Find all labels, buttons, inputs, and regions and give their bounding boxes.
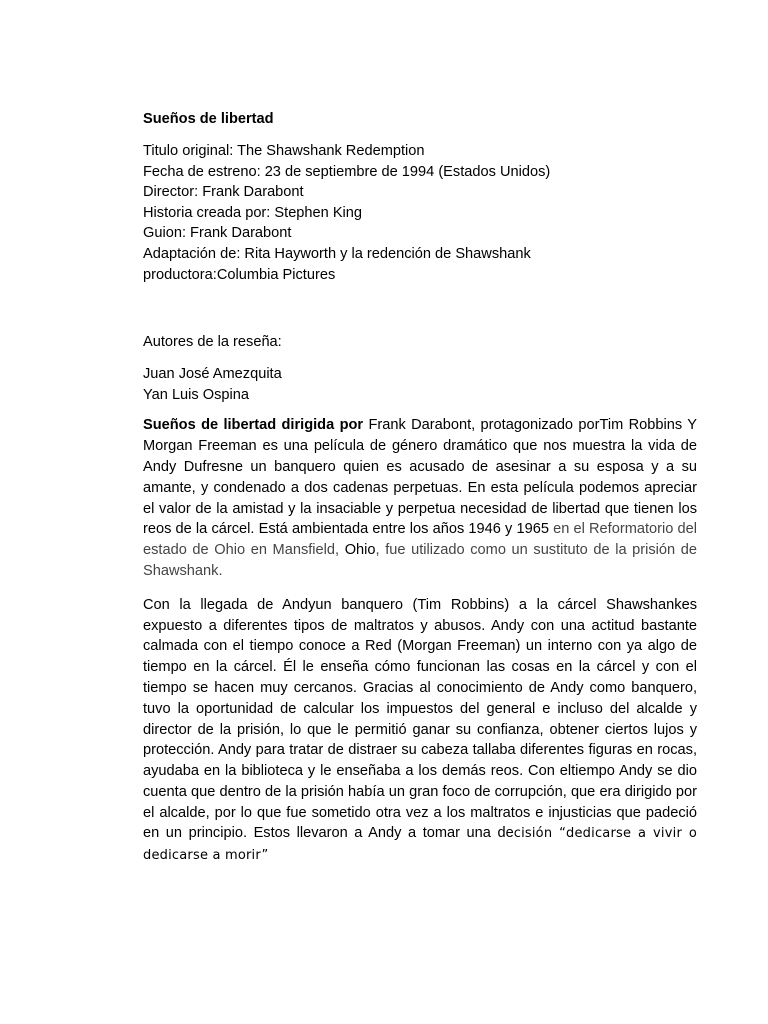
info-story-by: Historia creada por: Stephen King: [143, 204, 363, 221]
paragraph-bold-lead: Sueños de libertad dirigida por: [143, 417, 364, 434]
info-producer: productora:Columbia Pictures: [143, 266, 336, 283]
info-director: Director: Frank Darabont: [143, 184, 304, 201]
author-name: Yan Luis Ospina: [143, 386, 250, 403]
paragraph-text-gray: en el Reformatorio del estado de Ohio en Mansfield,: [143, 521, 697, 559]
film-info-block: [143, 141, 697, 285]
paragraph-text: Ohio: [339, 542, 376, 559]
authors-list: [143, 364, 697, 405]
info-screenplay: Guion: Frank Darabont: [143, 225, 292, 242]
author-name: Juan José Amezquita: [143, 366, 282, 383]
document-title: Sueños de libertad: [143, 111, 274, 127]
paragraph-text: Frank Darabont, protagonizado porTim Robbins Y Morgan Freeman es una película de género dramático que nos muestra la vida de Andy Dufresne un banquero quien es acusado de asesinar a su esposa y a su amante, y condenado a dos cadenas perpetuas. En esta película podemos apreciar el valor de la amistad y la insaciable y perpetua necesidad de libertad que tienen los reos de la cárcel. Está ambientada entre los años 1946 y 1965: [143, 417, 697, 538]
info-release-date: Fecha de estreno: 23 de septiembre de 1994 (Estados Unidos): [143, 163, 551, 180]
info-original-title: Titulo original: The Shawshank Redemption: [143, 143, 425, 159]
review-paragraph-1: [143, 415, 697, 581]
paragraph-text-gray: , fue utilizado como un sustituto de la prisión de Shawshank.: [143, 542, 698, 579]
authors-label: Autores de la reseña:: [143, 334, 282, 351]
info-adaptation: Adaptación de: Rita Hayworth y la redención de Shawshank: [143, 245, 531, 262]
paragraph-text-quote: cisión “dedicarse a vivir o dedicarse a morir”: [143, 826, 697, 864]
paragraph-text: Con la llegada de Andyun banquero (Tim Robbins) a la cárcel Shawshankes expuesto a diferentes tipos de maltratos y abusos. Andy con una actitud bastante calmada con el tiempo conoce a Red (Morgan Freeman) un interno con ya algo de tiempo en la cárcel. Él le enseña cómo funcionan las cosas en la cárcel y con el tiempo se hacen muy cercanos. Gracias al conocimiento de Andy como banquero, tuvo la oportunidad de calcular los impuestos del general e incluso del alcalde y director de la prisión, lo que le permitió ganar su confianza, obtener ciertos lujos y protección. Andy para tratar de distraer su cabeza tallaba diferentes figuras en rocas, ayudaba en la biblioteca y le enseñaba a los demás reos. Con eltiempo Andy se dio cuenta que dentro de la prisión había un gran foco de corrupción, que era dirigido por el alcalde, por lo que fue sometido otra vez a los maltratos e injusticias que padeció en un principio. Estos llevaron a Andy a tomar una de: [143, 596, 697, 842]
review-paragraph-2: [143, 595, 697, 867]
document-page: [143, 109, 697, 867]
